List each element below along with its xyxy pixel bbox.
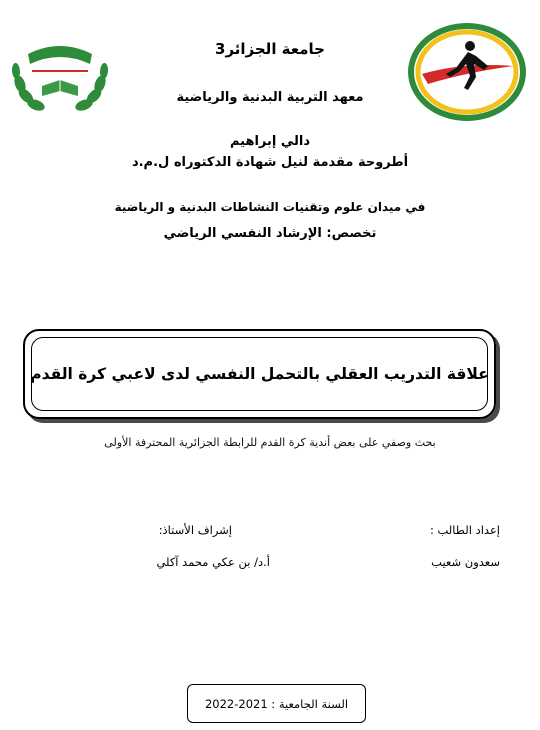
specialty: تخصص: الإرشاد النفسي الرياضي (163, 226, 377, 241)
academic-year: السنة الجامعية : 2021-2022 (187, 684, 366, 723)
title-box (23, 329, 496, 419)
prepared-by-label: إعداد الطالب : (429, 523, 500, 537)
field-name: في ميدان علوم وتقنيات النشاطات البدنية و الرياضية (114, 200, 426, 214)
university-name: جامعة الجزائر3 (215, 40, 325, 58)
institute-logo (408, 22, 526, 122)
student-name: سعدون شعيب (431, 555, 500, 569)
author-name: دالي إبراهيم (229, 134, 311, 149)
institute-name: معهد التربية البدنية والرياضية (176, 90, 364, 105)
university-logo (6, 34, 114, 114)
thesis-subtitle: بحث وصفي على بعض أندية كرة القدم للرابطة الجزائرية المحترفة الأولى (104, 436, 436, 449)
supervisor-name: أ.د/ بن عكي محمد آكلي (156, 555, 270, 569)
thesis-type: أطروحة مقدمة لنيل شهادة الدكتوراه ل.م.د (131, 155, 409, 170)
thesis-title: علاقة التدريب العقلي بالتحمل النفسي لدى لاعبي كرة القدم (30, 365, 489, 383)
supervisor-label: إشراف الأستاذ: (158, 523, 232, 537)
